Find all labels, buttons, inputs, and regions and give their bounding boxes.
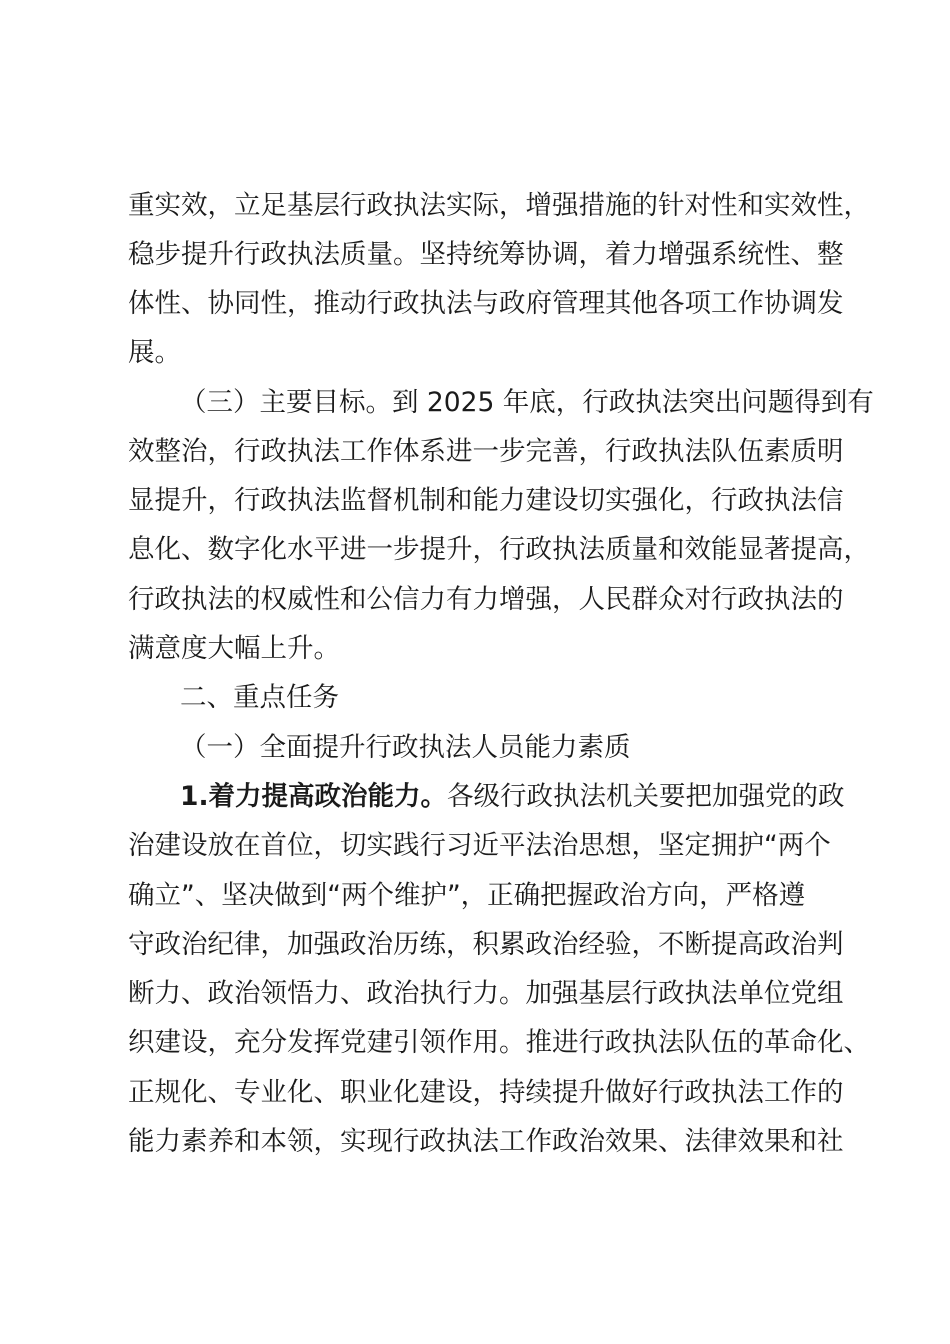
body-text-line: 满意度大幅上升。 (128, 633, 340, 664)
body-text-line: 显提升，行政执法监督机制和能力建设切实强化，行政执法信 (128, 485, 844, 516)
subsection-heading: （一）全面提升行政执法人员能力素质 (180, 732, 631, 763)
body-text-line: 断力、政治领悟力、政治执行力。加强基层行政执法单位党组 (128, 978, 844, 1009)
body-text-line: 行政执法的权威性和公信力有力增强，人民群众对行政执法的 (128, 584, 844, 615)
body-text-line: 展。 (128, 337, 181, 368)
body-text-line: 重实效，立足基层行政执法实际，增强措施的针对性和实效性， (128, 190, 870, 221)
body-text-line: 确立”、坚决做到“两个维护”，正确把握政治方向，严格遵 (128, 880, 806, 911)
section-heading-goals: （三）主要目标。到 2025 年底，行政执法突出问题得到有 (180, 387, 874, 418)
body-text-line: 治建设放在首位，切实践行习近平法治思想，坚定拥护“两个 (128, 830, 831, 861)
body-text-line: 体性、协同性，推动行政执法与政府管理其他各项工作协调发 (128, 288, 844, 319)
paragraph-lead-line (180, 781, 845, 813)
body-text-line: 织建设，充分发挥党建引领作用。推进行政执法队伍的革命化、 (128, 1027, 870, 1058)
body-text-line: 正规化、专业化、职业化建设，持续提升做好行政执法工作的 (128, 1077, 844, 1108)
bold-lead-phrase: 1.着力提高政治能力。 (180, 781, 448, 812)
lead-line-rest: 各级行政执法机关要把加强党的政 (447, 781, 845, 812)
body-text-line: 能力素养和本领，实现行政执法工作政治效果、法律效果和社 (128, 1126, 844, 1157)
body-text-line: 稳步提升行政执法质量。坚持统筹协调，着力增强系统性、整 (128, 239, 844, 270)
body-text-line: 效整治，行政执法工作体系进一步完善，行政执法队伍素质明 (128, 436, 844, 467)
body-text-line: 守政治纪律，加强政治历练，积累政治经验，不断提高政治判 (128, 929, 844, 960)
body-text-line: 息化、数字化水平进一步提升，行政执法质量和效能显著提高， (128, 534, 870, 565)
section-heading-key-tasks: 二、重点任务 (180, 682, 339, 713)
